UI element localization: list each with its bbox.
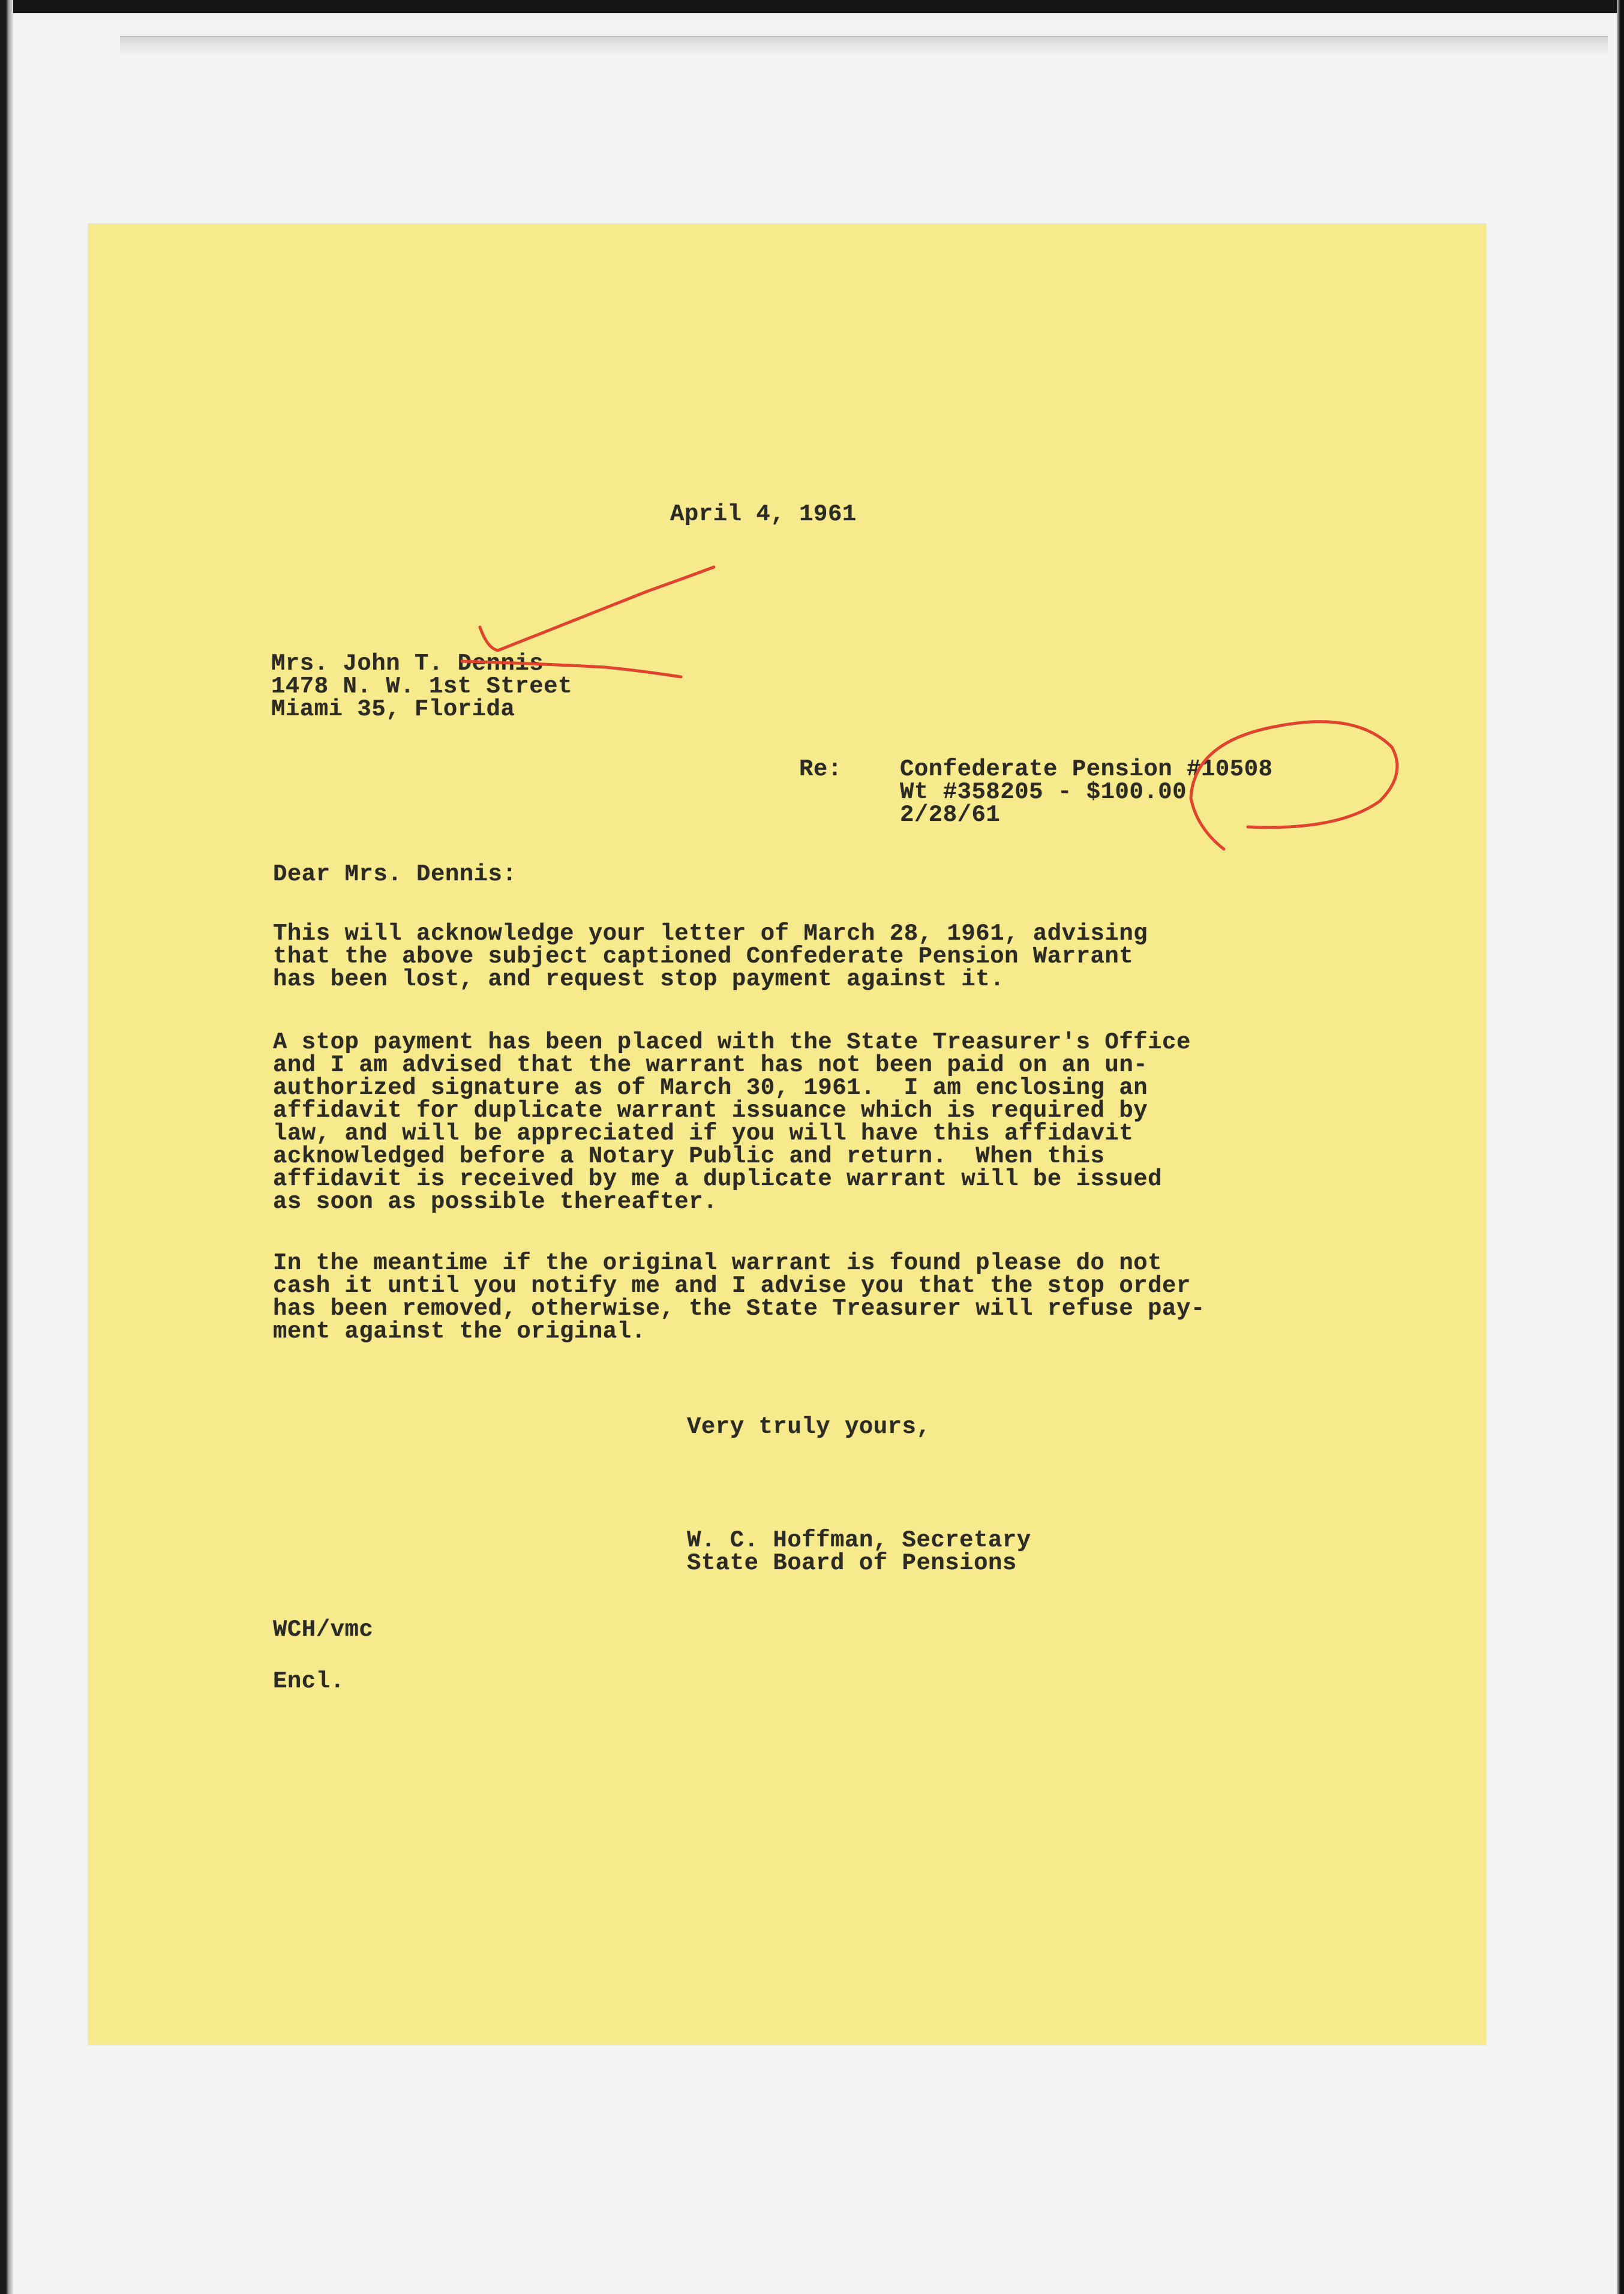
scan-right-edge <box>1617 0 1624 2294</box>
recipient-street: 1478 N. W. 1st Street <box>271 673 572 700</box>
body-line: acknowledged before a Notary Public and return. When this <box>273 1143 1105 1170</box>
signer-name: W. C. Hoffman, Secretary <box>687 1527 1031 1554</box>
letter-sheet <box>88 224 1486 2045</box>
body-line: affidavit for duplicate warrant issuance which is required by <box>273 1097 1148 1124</box>
reference-date: 2/28/61 <box>900 802 1001 828</box>
closing: Very truly yours, <box>687 1414 931 1440</box>
body-line: cash it until you notify me and I advise you that the stop order <box>273 1273 1191 1299</box>
body-line: and I am advised that the warrant has not been paid on an un- <box>273 1052 1148 1078</box>
letter-date: April 4, 1961 <box>670 501 857 527</box>
body-line: This will acknowledge your letter of March 28, 1961, advising <box>273 920 1148 947</box>
salutation: Dear Mrs. Dennis: <box>273 861 517 887</box>
body-line: has been removed, otherwise, the State Treasurer will refuse pay- <box>273 1296 1205 1322</box>
enclosure-note: Encl. <box>273 1668 345 1695</box>
body-line: authorized signature as of March 30, 1961. I am enclosing an <box>273 1075 1148 1101</box>
scanner-shadow <box>120 36 1608 55</box>
body-line: law, and will be appreciated if you will have this affidavit <box>273 1120 1134 1147</box>
body-line: as soon as possible thereafter. <box>273 1189 718 1215</box>
recipient-name: Mrs. John T. Dennis <box>271 650 544 677</box>
scan-top-edge <box>0 0 1624 13</box>
reference-pension: Confederate Pension #10508 <box>900 756 1273 782</box>
reference-label: Re: <box>799 756 842 782</box>
body-line: A stop payment has been placed with the State Treasurer's Office <box>273 1029 1191 1055</box>
body-line: In the meantime if the original warrant is found please do not <box>273 1250 1163 1276</box>
scan-left-edge <box>0 0 13 2294</box>
body-line: has been lost, and request stop payment against it. <box>273 966 1005 992</box>
recipient-city: Miami 35, Florida <box>271 696 515 722</box>
typist-initials: WCH/vmc <box>273 1617 374 1643</box>
body-line: ment against the original. <box>273 1318 646 1345</box>
body-line: affidavit is received by me a duplicate warrant will be issued <box>273 1166 1163 1192</box>
reference-warrant: Wt #358205 - $100.00 <box>900 779 1187 805</box>
body-line: that the above subject captioned Confederate Pension Warrant <box>273 943 1134 970</box>
signer-title: State Board of Pensions <box>687 1550 1017 1576</box>
